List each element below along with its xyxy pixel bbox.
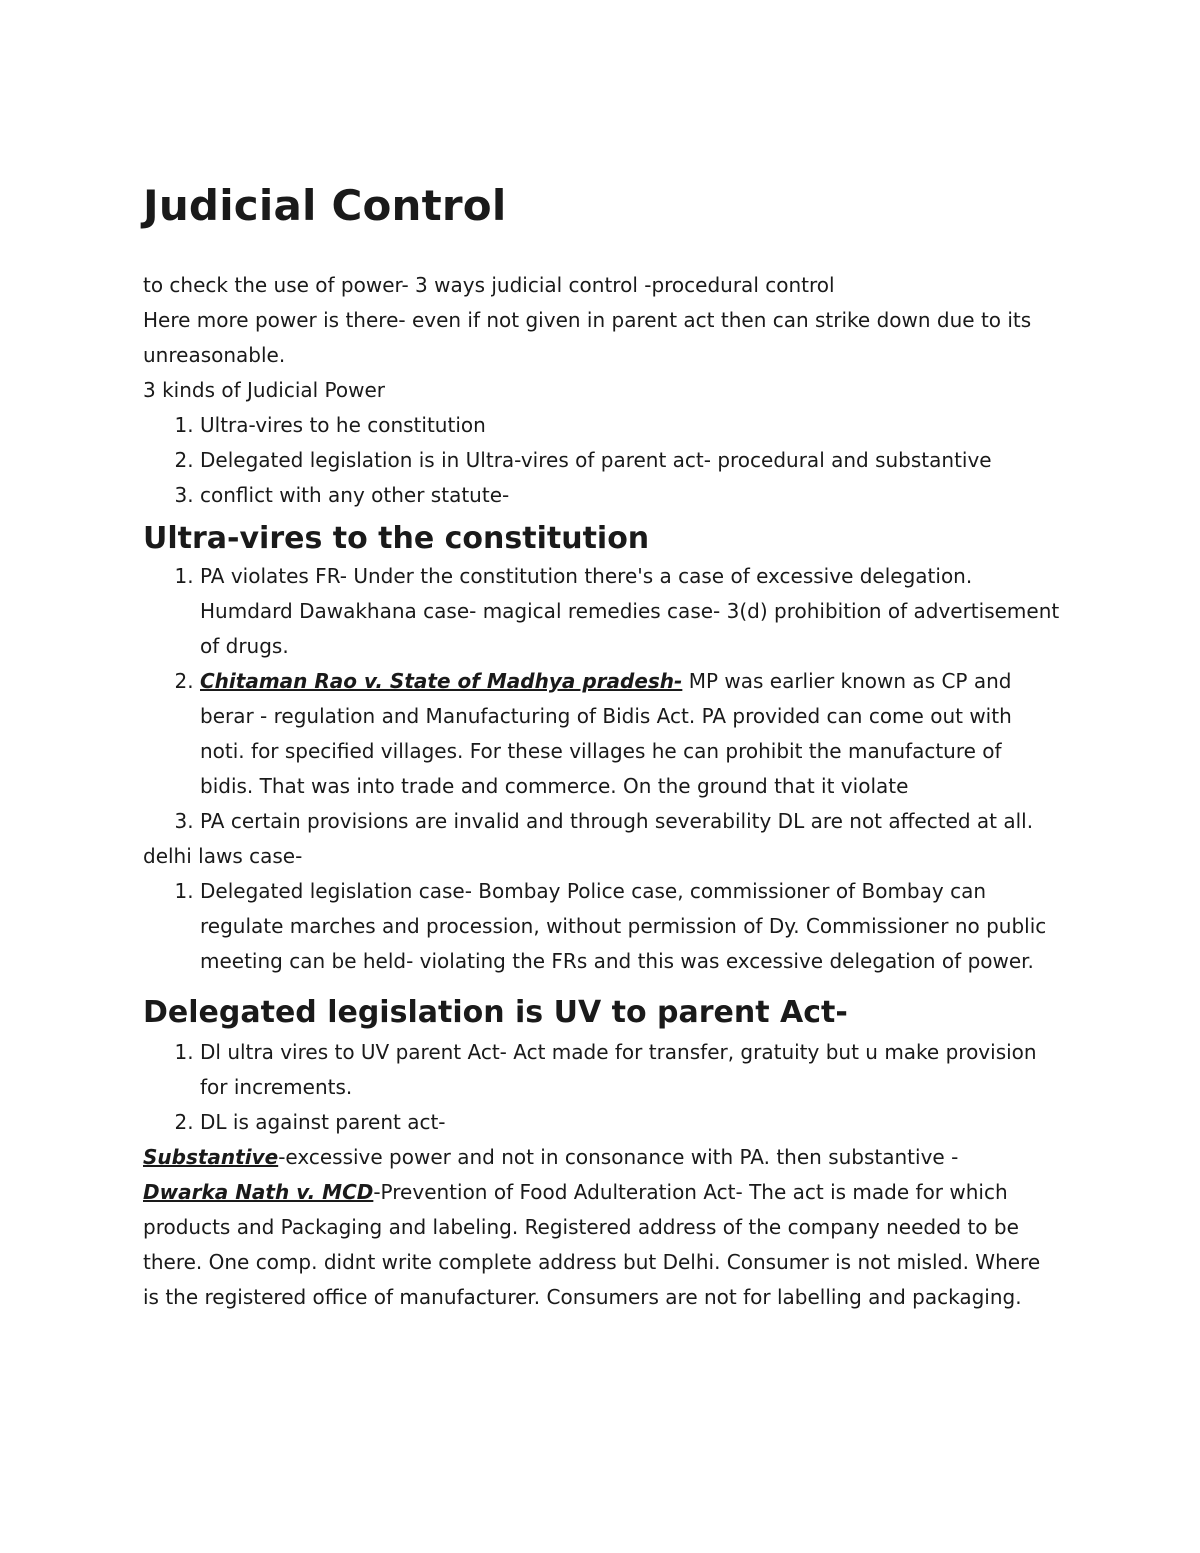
list-item: 1. PA violates FR- Under the constitution there's a case of excessive delegation. Humdard Dawakhana case- magical remedies case- 3(d) prohibition of advertisement of drugs.	[200, 559, 1060, 664]
case-name-chitaman-rao: Chitaman Rao v. State of Madhya pradesh-	[200, 669, 683, 693]
list-item: 2. DL is against parent act-	[200, 1105, 1060, 1140]
list-item: 1. Delegated legislation case- Bombay Police case, commissioner of Bombay can regulate marches and procession, without permission of Dy. Commissioner no public meeting can be held- violating the FRs and this was excessive delegation of power.	[200, 874, 1060, 979]
list-item: 1. Dl ultra vires to UV parent Act- Act made for transfer, gratuity but u make provision for increments.	[200, 1035, 1060, 1105]
case-description: MP was earlier known as CP and berar - regulation and Manufacturing of Bidis Act. PA provided can come out with noti. for specified villages. For these villages he can prohibit the manufacture of bidis. That was into trade and commerce. On the ground that it violate	[200, 669, 1012, 798]
dwarka-paragraph	[143, 1175, 1060, 1315]
substantive-label: Substantive	[143, 1145, 279, 1169]
delhi-laws-list	[143, 874, 1060, 979]
substantive-line	[143, 1140, 1060, 1175]
page-title: Judicial Control	[143, 181, 507, 230]
ultra-vires-list	[143, 559, 1060, 839]
list-item	[200, 664, 1060, 804]
list-item: 2. Delegated legislation is in Ultra-vires of parent act- procedural and substantive	[200, 443, 1060, 478]
list-item: 3. PA certain provisions are invalid and through severability DL are not affected at all.	[200, 804, 1060, 839]
list-item: 1. Ultra-vires to he constitution	[200, 408, 1060, 443]
delhi-laws-line: delhi laws case-	[143, 844, 303, 868]
list-item: 3. conflict with any other statute-	[200, 478, 1060, 513]
intro-line-3: 3 kinds of Judicial Power	[143, 378, 386, 402]
substantive-text: -excessive power and not in consonance with PA. then substantive -	[278, 1145, 959, 1169]
intro-line-1: to check the use of power- 3 ways judicial control -procedural control	[143, 273, 835, 297]
section-heading-ultra-vires: Ultra-vires to the constitution	[143, 521, 650, 556]
intro-line-2: Here more power is there- even if not given in parent act then can strike down due to its unreasonable.	[143, 308, 1032, 367]
delegated-list	[143, 1035, 1060, 1140]
case-name-dwarka-nath: Dwarka Nath v. MCD	[143, 1180, 374, 1204]
section-heading-delegated: Delegated legislation is UV to parent Act-	[143, 995, 848, 1030]
kinds-list	[143, 408, 1060, 513]
dwarka-text: -Prevention of Food Adulteration Act- The act is made for which products and Packaging and labeling. Registered address of the company needed to be there. One comp. didnt write complete address but Delhi. Consumer is not misled. Where is the registered office of manufacturer. Consumers are not for labelling and packaging.	[143, 1180, 1041, 1309]
